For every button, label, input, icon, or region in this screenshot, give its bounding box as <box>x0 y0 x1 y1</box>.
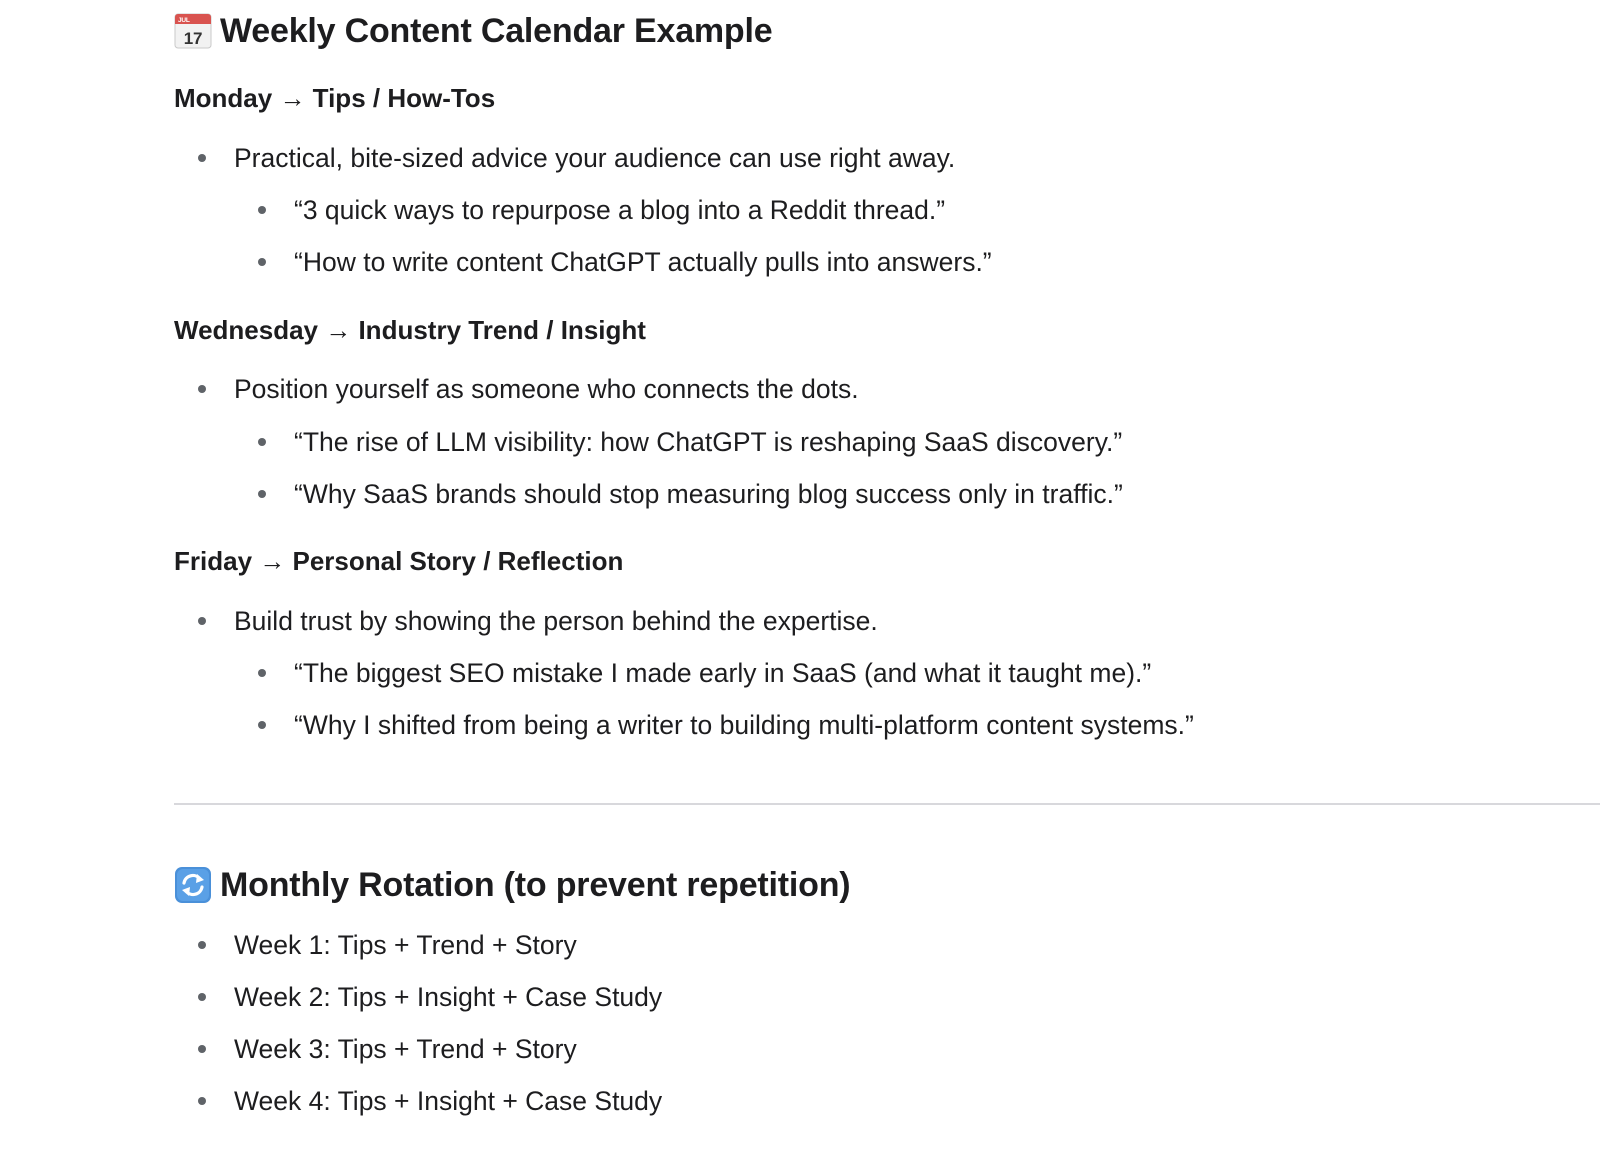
refresh-arrows-icon <box>174 866 212 904</box>
list-item <box>294 656 1151 690</box>
list-item <box>294 425 1122 459</box>
weekly-calendar-title-text: Weekly Content Calendar Example <box>220 12 773 50</box>
svg-text:17: 17 <box>183 29 203 48</box>
list-item <box>234 1084 662 1118</box>
list-item-text: “Why SaaS brands should stop measuring blog success only in traffic.” <box>294 479 1123 509</box>
list-item-text: Week 2: Tips + Insight + Case Study <box>234 982 663 1012</box>
list-item <box>234 928 577 962</box>
bullet-dot <box>258 206 266 214</box>
list-item-text: Position yourself as someone who connects the dots. <box>234 374 859 404</box>
monthly-rotation-title-text: Monthly Rotation (to prevent repetition) <box>220 866 851 904</box>
list-item-text: “The biggest SEO mistake I made early in SaaS (and what it taught me).” <box>294 658 1152 688</box>
monday-heading: Monday → Tips / How-Tos <box>174 83 496 113</box>
bullet-dot <box>258 438 266 446</box>
list-item <box>234 1032 577 1066</box>
list-item <box>294 193 945 227</box>
weekly-calendar-title <box>174 11 772 51</box>
list-item <box>234 141 955 175</box>
list-item <box>294 708 1194 742</box>
bullet-dot <box>198 1097 206 1105</box>
list-item-text: Week 3: Tips + Trend + Story <box>234 1034 577 1064</box>
bullet-dot <box>198 617 206 625</box>
list-item-text: “How to write content ChatGPT actually pulls into answers.” <box>294 247 992 277</box>
list-item <box>294 245 992 279</box>
list-item-text: “Why I shifted from being a writer to building multi-platform content systems.” <box>294 710 1194 740</box>
list-item-text: Practical, bite-sized advice your audience can use right away. <box>234 143 956 173</box>
list-item-text: Week 4: Tips + Insight + Case Study <box>234 1086 663 1116</box>
bullet-dot <box>258 669 266 677</box>
bullet-dot <box>198 385 206 393</box>
friday-heading: Friday → Personal Story / Reflection <box>174 546 624 576</box>
list-item-text: Week 1: Tips + Trend + Story <box>234 930 577 960</box>
bullet-dot <box>198 941 206 949</box>
bullet-dot <box>258 490 266 498</box>
calendar-icon <box>174 12 212 50</box>
list-item <box>294 477 1123 511</box>
list-item-text: “The rise of LLM visibility: how ChatGPT is reshaping SaaS discovery.” <box>294 427 1123 457</box>
section-divider <box>174 803 1600 805</box>
bullet-dot <box>258 721 266 729</box>
list-item <box>234 980 662 1014</box>
bullet-dot <box>198 993 206 1001</box>
svg-text:JUL: JUL <box>178 17 190 24</box>
bullet-dot <box>258 258 266 266</box>
bullet-dot <box>198 1045 206 1053</box>
list-item <box>234 604 878 638</box>
list-item-text: “3 quick ways to repurpose a blog into a Reddit thread.” <box>294 195 946 225</box>
wednesday-heading: Wednesday → Industry Trend / Insight <box>174 315 646 345</box>
list-item-text: Build trust by showing the person behind the expertise. <box>234 606 878 636</box>
list-item <box>234 372 859 406</box>
monthly-rotation-title <box>174 865 850 905</box>
bullet-dot <box>198 154 206 162</box>
document-page <box>174 0 1600 1163</box>
